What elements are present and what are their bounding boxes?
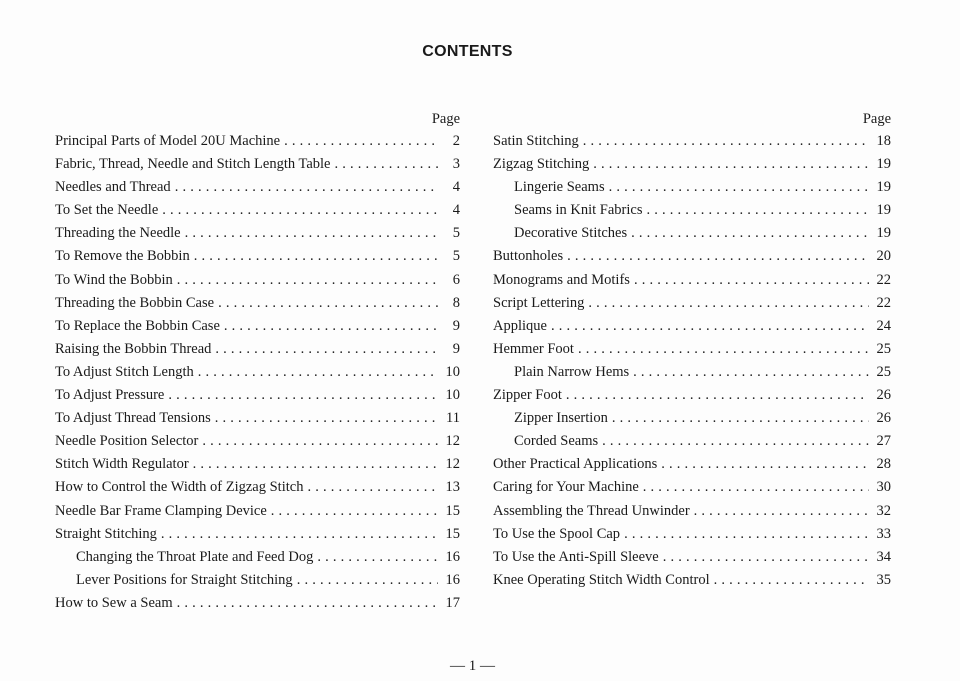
toc-entry-title: Corded Seams (514, 433, 599, 450)
toc-entry-page: 10 (445, 387, 460, 404)
toc-entry-page: 19 (876, 156, 891, 173)
dot-leader (567, 245, 869, 268)
toc-entry (55, 453, 460, 476)
toc-entry-page: 3 (452, 156, 460, 173)
dot-leader (161, 523, 438, 546)
toc-entry-page: 20 (876, 248, 891, 265)
toc-entry-title: Caring for Your Machine (493, 479, 639, 496)
dot-leader (694, 500, 869, 523)
toc-entry-page: 27 (876, 433, 891, 450)
dot-leader (271, 500, 438, 523)
contents-title: CONTENTS (422, 43, 513, 60)
dot-leader (215, 338, 438, 361)
toc-entry (55, 130, 460, 153)
toc-entry (55, 269, 460, 292)
toc-entry-page: 5 (452, 248, 460, 265)
dot-leader (194, 245, 438, 268)
toc-entry-title: Zipper Foot (493, 387, 562, 404)
toc-entry (493, 500, 891, 523)
toc-entry-page: 19 (876, 202, 891, 219)
toc-entry-title: Lever Positions for Straight Stitching (76, 571, 293, 588)
toc-entry-title: Lingerie Seams (514, 179, 605, 196)
toc-entry-title: Decorative Stitches (514, 225, 628, 242)
toc-entry-title: Other Practical Applications (493, 456, 658, 473)
toc-entry-title: Principal Parts of Model 20U Machine (55, 133, 281, 149)
toc-entry-title: Needle Bar Frame Clamping Device (55, 502, 267, 519)
toc-entry (55, 592, 460, 615)
dot-leader (334, 153, 438, 176)
toc-entry (493, 338, 891, 361)
toc-entry-title: Needle Position Selector (55, 433, 199, 450)
dot-leader (185, 222, 438, 245)
toc-entry-title: Seams in Knit Fabrics (514, 202, 643, 219)
toc-entry (55, 153, 460, 176)
page-number-footer: — 1 — (450, 658, 495, 674)
toc-entry (493, 292, 891, 315)
toc-entry-title: To Replace the Bobbin Case (55, 317, 220, 334)
toc-entry-title: Knee Operating Stitch Width Control (493, 571, 710, 588)
dot-leader (218, 292, 438, 315)
toc-entry-title: Zigzag Stitching (493, 156, 590, 173)
dot-leader (297, 569, 438, 592)
dot-leader (646, 199, 869, 222)
toc-entry-page: 24 (876, 317, 891, 334)
dot-leader (177, 592, 438, 615)
toc-entry-page: 4 (452, 179, 460, 196)
toc-entry (55, 523, 460, 546)
toc-entry (55, 384, 460, 407)
toc-entry-page: 25 (876, 363, 891, 380)
toc-entry (55, 315, 460, 338)
dot-leader (551, 315, 869, 338)
dot-leader (177, 269, 438, 292)
toc-entry (493, 546, 891, 569)
toc-entry-page: 15 (445, 525, 460, 542)
dot-leader (631, 222, 869, 245)
toc-entry-title: How to Sew a Seam (55, 594, 173, 611)
toc-entry-page: 28 (876, 456, 891, 473)
dot-leader (566, 384, 869, 407)
toc-entry-page: 17 (445, 594, 460, 611)
dot-leader (307, 476, 438, 499)
dot-leader (643, 476, 869, 499)
toc-entry-title: Hemmer Foot (493, 340, 574, 357)
toc-entry (493, 269, 891, 292)
toc-entry (55, 476, 460, 499)
toc-entry (55, 361, 460, 384)
toc-entry-page: 8 (452, 294, 460, 311)
dot-leader (578, 338, 869, 361)
toc-entry-page: 34 (876, 548, 891, 565)
toc-entry (493, 315, 891, 338)
dot-leader (663, 546, 869, 569)
toc-entry (493, 361, 891, 384)
toc-entry-page: 5 (452, 225, 460, 242)
toc-entry (55, 569, 460, 592)
dot-leader (633, 361, 869, 384)
toc-left-column (55, 108, 460, 615)
toc-entry (493, 176, 891, 199)
toc-entry-title: To Adjust Thread Tensions (55, 410, 211, 427)
toc-entry-page: 9 (452, 317, 460, 334)
dot-leader (224, 315, 438, 338)
toc-entry-page: 16 (445, 571, 460, 588)
dot-leader (284, 130, 438, 153)
toc-entry-page: 2 (452, 133, 460, 149)
toc-entry-title: Assembling the Thread Unwinder (493, 502, 690, 519)
dot-leader (583, 130, 869, 153)
toc-entry-page: 19 (876, 179, 891, 196)
toc-entry-page: 16 (445, 548, 460, 565)
dot-leader (634, 269, 869, 292)
toc-entry-title: Script Lettering (493, 294, 585, 311)
toc-entry-title: To Use the Anti-Spill Sleeve (493, 548, 659, 565)
toc-entry-title: Plain Narrow Hems (514, 363, 630, 380)
toc-entry-page: 26 (876, 387, 891, 404)
toc-entry-title: Changing the Throat Plate and Feed Dog (76, 548, 314, 565)
dot-leader (202, 430, 438, 453)
toc-entry-page: 30 (876, 479, 891, 496)
toc-entry-title: To Use the Spool Cap (493, 525, 621, 542)
toc-entry-title: Stitch Width Regulator (55, 456, 189, 473)
toc-entry-page: 22 (876, 271, 891, 288)
dot-leader (624, 523, 869, 546)
toc-entry-page: 22 (876, 294, 891, 311)
toc-entry-title: Fabric, Thread, Needle and Stitch Length Table (55, 156, 331, 173)
toc-entry-title: To Adjust Stitch Length (55, 363, 194, 380)
toc-entry (55, 430, 460, 453)
dot-leader (215, 407, 438, 430)
toc-entry-title: Threading the Bobbin Case (55, 294, 215, 311)
toc-entry (493, 384, 891, 407)
toc-entry-title: Monograms and Motifs (493, 271, 630, 288)
toc-entry-title: Raising the Bobbin Thread (55, 340, 212, 357)
toc-entry (55, 222, 460, 245)
toc-entry-title: Zipper Insertion (514, 410, 608, 427)
toc-entry-title: How to Control the Width of Zigzag Stitch (55, 479, 304, 496)
page-column-header: Page (431, 111, 460, 127)
toc-entry-page: 26 (876, 410, 891, 427)
toc-entry (55, 292, 460, 315)
toc-entry-page: 18 (876, 133, 891, 149)
toc-entry (493, 523, 891, 546)
toc-entry-page: 19 (876, 225, 891, 242)
dot-leader (162, 199, 438, 222)
toc-entry-title: Straight Stitching (55, 525, 157, 542)
toc-entry (55, 546, 460, 569)
dot-leader (175, 176, 438, 199)
toc-entry (493, 130, 891, 153)
toc-entry-title: Satin Stitching (493, 133, 579, 149)
toc-entry-title: Needles and Thread (55, 179, 171, 196)
toc-entry (493, 407, 891, 430)
toc-entry (55, 176, 460, 199)
toc-entry (493, 430, 891, 453)
toc-entry-title: To Adjust Pressure (55, 387, 165, 404)
toc-entry-title: Threading the Needle (55, 225, 181, 242)
toc-entry (493, 153, 891, 176)
toc-entry (493, 476, 891, 499)
toc-entry-page: 12 (445, 456, 460, 473)
toc-entry-title: Buttonholes (493, 248, 564, 265)
toc-entry (493, 245, 891, 268)
dot-leader (168, 384, 438, 407)
toc-entry (55, 199, 460, 222)
toc-entry-page: 9 (452, 340, 460, 357)
toc-entry-page: 33 (876, 525, 891, 542)
toc-entry (55, 500, 460, 523)
toc-entry-title: To Remove the Bobbin (55, 248, 190, 265)
toc-entry (55, 338, 460, 361)
toc-entry-page: 35 (876, 571, 891, 588)
toc-entry-page: 11 (446, 410, 460, 427)
toc-entry (493, 453, 891, 476)
toc-entry-page: 6 (452, 271, 460, 288)
toc-entry (493, 199, 891, 222)
toc-entry-page: 12 (445, 433, 460, 450)
page-column-header: Page (862, 111, 891, 127)
toc-entry-page: 15 (445, 502, 460, 519)
dot-leader (198, 361, 438, 384)
toc-entry-page: 13 (445, 479, 460, 496)
toc-entry-page: 10 (445, 363, 460, 380)
toc-entry-page: 25 (876, 340, 891, 357)
toc-entry (55, 407, 460, 430)
toc-entry-title: Applique (493, 317, 547, 334)
dot-leader (609, 176, 869, 199)
toc-entry (493, 569, 891, 592)
toc-entry-page: 32 (876, 502, 891, 519)
dot-leader (714, 569, 869, 592)
toc-right-column (493, 108, 891, 592)
toc-entry (493, 222, 891, 245)
dot-leader (588, 292, 869, 315)
dot-leader (593, 153, 869, 176)
toc-entry-title: To Wind the Bobbin (55, 271, 173, 288)
dot-leader (602, 430, 869, 453)
dot-leader (317, 546, 438, 569)
toc-entry-page: 4 (452, 202, 460, 219)
dot-leader (612, 407, 869, 430)
toc-entry (55, 245, 460, 268)
dot-leader (661, 453, 869, 476)
toc-entry-title: To Set the Needle (55, 202, 159, 219)
dot-leader (193, 453, 438, 476)
